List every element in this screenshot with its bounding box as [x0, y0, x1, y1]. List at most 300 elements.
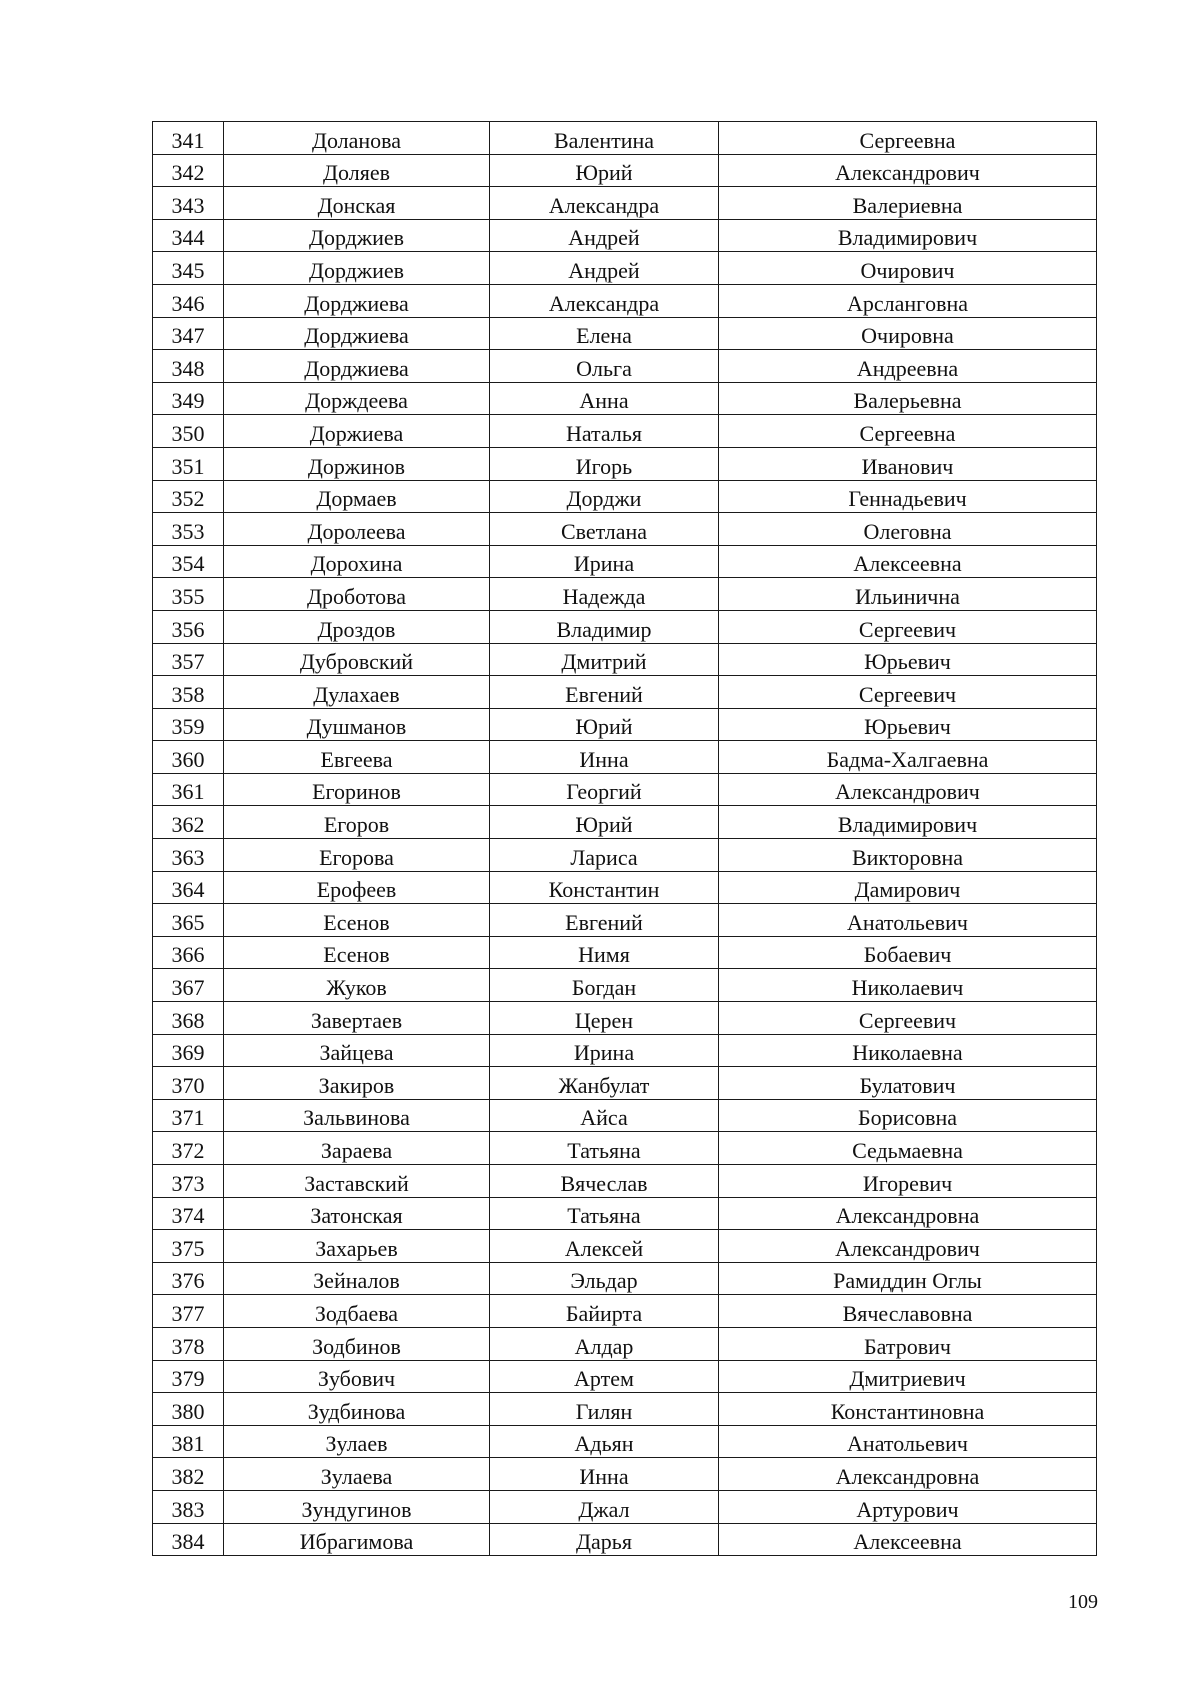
row-number-cell	[153, 1393, 224, 1426]
first-name-cell	[490, 1099, 719, 1132]
first-name-cell	[490, 1523, 719, 1556]
table-row	[153, 1067, 1097, 1100]
row-number-cell	[153, 1458, 224, 1491]
last-name-cell	[224, 1360, 490, 1393]
cell-text: Дорохина	[310, 551, 403, 577]
last-name-cell	[224, 350, 490, 383]
cell-text: Александровна	[835, 1203, 980, 1229]
cell-text: Седьмаевна	[852, 1138, 963, 1163]
cell-text: Дмитрий	[561, 649, 647, 675]
row-number-cell	[153, 382, 224, 415]
patronymic-cell	[719, 284, 1097, 317]
first-name-cell	[490, 187, 719, 220]
patronymic-cell	[719, 317, 1097, 350]
patronymic-cell	[719, 1295, 1097, 1328]
last-name-cell	[224, 1393, 490, 1426]
patronymic-cell	[719, 708, 1097, 741]
first-name-cell	[490, 708, 719, 741]
table-row	[153, 317, 1097, 350]
patronymic-cell	[719, 513, 1097, 546]
patronymic-cell	[719, 839, 1097, 872]
cell-text: Константиновна	[830, 1398, 985, 1424]
patronymic-cell	[719, 1067, 1097, 1100]
last-name-cell	[224, 513, 490, 546]
table-row	[153, 839, 1097, 872]
row-number-cell	[153, 1230, 224, 1263]
patronymic-cell	[719, 1327, 1097, 1360]
table-row	[153, 1034, 1097, 1067]
cell-text: Зайцева	[319, 1040, 394, 1066]
last-name-cell	[224, 1425, 490, 1458]
patronymic-cell	[719, 969, 1097, 1002]
cell-text: Анатольевич	[847, 909, 968, 935]
cell-text: 381	[171, 1431, 205, 1457]
cell-text: Сергеевич	[858, 1007, 957, 1033]
first-name-cell	[490, 773, 719, 806]
row-number-cell	[153, 317, 224, 350]
cell-text: 372	[171, 1138, 205, 1163]
last-name-cell	[224, 1165, 490, 1198]
patronymic-cell	[719, 1165, 1097, 1198]
patronymic-cell	[719, 480, 1097, 513]
cell-text: Вячеславовна	[842, 1300, 973, 1326]
cell-text: Булатович	[859, 1072, 956, 1098]
last-name-cell	[224, 969, 490, 1002]
cell-text: Алексей	[564, 1235, 644, 1261]
first-name-cell	[490, 1230, 719, 1263]
cell-text: Дарья	[576, 1529, 632, 1555]
cell-text: Есенов	[323, 942, 390, 968]
first-name-cell	[490, 122, 719, 155]
cell-text: 365	[171, 909, 205, 935]
row-number-cell	[153, 187, 224, 220]
cell-text: 351	[171, 453, 205, 479]
table-row	[153, 578, 1097, 611]
row-number-cell	[153, 480, 224, 513]
cell-text: Зодбаева	[314, 1300, 399, 1326]
table-row	[153, 1458, 1097, 1491]
cell-text: Инна	[579, 1463, 629, 1489]
cell-text: 353	[171, 518, 205, 544]
cell-text: Юрий	[575, 812, 633, 838]
first-name-cell	[490, 317, 719, 350]
first-name-cell	[490, 1490, 719, 1523]
cell-text: Ибрагимова	[299, 1529, 414, 1555]
cell-text: Дорджиева	[304, 323, 409, 349]
table-row	[153, 480, 1097, 513]
patronymic-cell	[719, 741, 1097, 774]
row-number-cell	[153, 447, 224, 480]
cell-text: Андрей	[568, 225, 640, 251]
cell-text: Вячеслав	[560, 1170, 648, 1196]
patronymic-cell	[719, 447, 1097, 480]
patronymic-cell	[719, 610, 1097, 643]
row-number-cell	[153, 643, 224, 676]
cell-text: Душманов	[306, 714, 407, 740]
cell-text: Владимир	[556, 616, 652, 642]
row-number-cell	[153, 252, 224, 285]
page-number: 109	[1068, 1591, 1098, 1613]
table-row	[153, 773, 1097, 806]
row-number-cell	[153, 773, 224, 806]
first-name-cell	[490, 806, 719, 839]
cell-text: 359	[171, 714, 205, 740]
cell-text: Валерьевна	[853, 388, 962, 414]
cell-text: Дорждеева	[305, 388, 408, 414]
cell-text: Дорджиев	[308, 225, 405, 251]
cell-text: 354	[171, 551, 205, 577]
table-row	[153, 1132, 1097, 1165]
patronymic-cell	[719, 382, 1097, 415]
patronymic-cell	[719, 1099, 1097, 1132]
cell-text: Сергеевна	[859, 420, 956, 446]
cell-text: 364	[171, 877, 205, 903]
table-row	[153, 1490, 1097, 1523]
last-name-cell	[224, 447, 490, 480]
first-name-cell	[490, 1393, 719, 1426]
patronymic-cell	[719, 904, 1097, 937]
table-row	[153, 154, 1097, 187]
patronymic-cell	[719, 806, 1097, 839]
cell-text: 371	[171, 1105, 205, 1131]
cell-text: Дмитриевич	[849, 1366, 966, 1392]
cell-text: Игоревич	[862, 1170, 953, 1196]
table-row	[153, 741, 1097, 774]
cell-text: Захарьев	[315, 1235, 398, 1261]
patronymic-cell	[719, 1230, 1097, 1263]
row-number-cell	[153, 219, 224, 252]
cell-text: Ерофеев	[316, 877, 397, 903]
patronymic-cell	[719, 936, 1097, 969]
cell-text: Артем	[574, 1366, 634, 1392]
cell-text: Дулахаев	[313, 681, 400, 707]
first-name-cell	[490, 219, 719, 252]
cell-text: 382	[171, 1463, 205, 1489]
patronymic-cell	[719, 122, 1097, 155]
cell-text: Зундугинов	[301, 1496, 412, 1522]
patronymic-cell	[719, 350, 1097, 383]
patronymic-cell	[719, 1425, 1097, 1458]
cell-text: 349	[171, 388, 205, 414]
patronymic-cell	[719, 415, 1097, 448]
last-name-cell	[224, 1099, 490, 1132]
cell-text: 375	[171, 1235, 205, 1261]
first-name-cell	[490, 610, 719, 643]
cell-text: Андрей	[568, 257, 640, 283]
row-number-cell	[153, 610, 224, 643]
cell-text: 357	[171, 649, 205, 675]
table-row	[153, 871, 1097, 904]
cell-text: Доржиева	[309, 420, 404, 446]
cell-text: Богдан	[571, 975, 637, 1001]
cell-text: Ирина	[573, 1040, 635, 1066]
patronymic-cell	[719, 1490, 1097, 1523]
cell-text: 374	[171, 1203, 205, 1229]
row-number-cell	[153, 904, 224, 937]
cell-text: Айса	[580, 1105, 628, 1131]
cell-text: 341	[171, 127, 205, 153]
row-number-cell	[153, 284, 224, 317]
cell-text: Зулаева	[320, 1463, 393, 1489]
cell-text: Лариса	[570, 844, 638, 870]
cell-text: Владимирович	[837, 812, 978, 838]
row-number-cell	[153, 969, 224, 1002]
last-name-cell	[224, 578, 490, 611]
table-row	[153, 1002, 1097, 1035]
cell-text: Жуков	[326, 975, 387, 1001]
first-name-cell	[490, 1197, 719, 1230]
table-row	[153, 447, 1097, 480]
row-number-cell	[153, 1295, 224, 1328]
cell-text: Ирина	[573, 551, 635, 577]
cell-text: 347	[171, 323, 205, 349]
cell-text: Андреевна	[856, 355, 959, 381]
first-name-cell	[490, 1295, 719, 1328]
first-name-cell	[490, 1360, 719, 1393]
first-name-cell	[490, 904, 719, 937]
first-name-cell	[490, 741, 719, 774]
cell-text: Евгений	[565, 681, 643, 707]
table-row	[153, 350, 1097, 383]
cell-text: 376	[171, 1268, 205, 1294]
table-row	[153, 252, 1097, 285]
cell-text: 369	[171, 1040, 205, 1066]
cell-text: Затонская	[310, 1203, 403, 1229]
names-table	[152, 121, 1097, 1556]
patronymic-cell	[719, 1197, 1097, 1230]
cell-text: Дроздов	[317, 616, 396, 642]
table-row	[153, 284, 1097, 317]
patronymic-cell	[719, 871, 1097, 904]
cell-text: 362	[171, 812, 205, 838]
last-name-cell	[224, 154, 490, 187]
names-table-body	[153, 122, 1097, 1556]
cell-text: 370	[171, 1072, 205, 1098]
cell-text: Сергеевна	[859, 127, 956, 153]
row-number-cell	[153, 1425, 224, 1458]
last-name-cell	[224, 708, 490, 741]
cell-text: Иванович	[861, 453, 954, 479]
last-name-cell	[224, 480, 490, 513]
table-row	[153, 969, 1097, 1002]
table-row	[153, 1165, 1097, 1198]
row-number-cell	[153, 1165, 224, 1198]
last-name-cell	[224, 382, 490, 415]
cell-text: Валериевна	[852, 192, 963, 218]
table-row	[153, 708, 1097, 741]
patronymic-cell	[719, 252, 1097, 285]
last-name-cell	[224, 806, 490, 839]
cell-text: Константин	[548, 877, 660, 903]
first-name-cell	[490, 936, 719, 969]
first-name-cell	[490, 1458, 719, 1491]
row-number-cell	[153, 806, 224, 839]
cell-text: Доролеева	[307, 518, 406, 544]
cell-text: Зальвинова	[303, 1105, 410, 1131]
last-name-cell	[224, 252, 490, 285]
last-name-cell	[224, 187, 490, 220]
cell-text: Олеговна	[863, 518, 952, 544]
cell-text: Геннадьевич	[848, 486, 967, 512]
patronymic-cell	[719, 1034, 1097, 1067]
table-row	[153, 1230, 1097, 1263]
patronymic-cell	[719, 1393, 1097, 1426]
table-row	[153, 513, 1097, 546]
cell-text: Батрович	[864, 1333, 951, 1359]
cell-text: Доланова	[311, 127, 402, 153]
last-name-cell	[224, 1002, 490, 1035]
row-number-cell	[153, 936, 224, 969]
first-name-cell	[490, 447, 719, 480]
cell-text: Юрий	[575, 160, 633, 186]
cell-text: 343	[171, 192, 205, 218]
cell-text: 350	[171, 420, 205, 446]
row-number-cell	[153, 122, 224, 155]
cell-text: Алексеевна	[853, 1529, 962, 1555]
cell-text: Юрьевич	[864, 649, 951, 675]
row-number-cell	[153, 676, 224, 709]
row-number-cell	[153, 1523, 224, 1556]
cell-text: 356	[171, 616, 205, 642]
last-name-cell	[224, 936, 490, 969]
table-row	[153, 610, 1097, 643]
cell-text: Зараева	[320, 1138, 393, 1163]
cell-text: Александрович	[835, 779, 980, 805]
cell-text: Дорджиева	[304, 290, 409, 316]
table-row	[153, 545, 1097, 578]
row-number-cell	[153, 1099, 224, 1132]
cell-text: 383	[171, 1496, 205, 1522]
row-number-cell	[153, 415, 224, 448]
table-row	[153, 1295, 1097, 1328]
cell-text: 378	[171, 1333, 205, 1359]
last-name-cell	[224, 773, 490, 806]
first-name-cell	[490, 480, 719, 513]
first-name-cell	[490, 382, 719, 415]
patronymic-cell	[719, 1360, 1097, 1393]
last-name-cell	[224, 610, 490, 643]
table-row	[153, 806, 1097, 839]
cell-text: 345	[171, 257, 205, 283]
last-name-cell	[224, 741, 490, 774]
cell-text: Юрьевич	[864, 714, 951, 740]
cell-text: Джал	[578, 1496, 630, 1522]
cell-text: Гилян	[575, 1398, 633, 1424]
row-number-cell	[153, 1002, 224, 1035]
cell-text: Зубович	[317, 1366, 396, 1392]
row-number-cell	[153, 154, 224, 187]
cell-text: Егорова	[319, 844, 394, 870]
last-name-cell	[224, 1295, 490, 1328]
last-name-cell	[224, 1327, 490, 1360]
first-name-cell	[490, 513, 719, 546]
row-number-cell	[153, 1197, 224, 1230]
table-row	[153, 219, 1097, 252]
cell-text: 379	[171, 1366, 205, 1392]
first-name-cell	[490, 676, 719, 709]
table-row	[153, 1327, 1097, 1360]
cell-text: Наталья	[565, 420, 643, 446]
cell-text: Татьяна	[567, 1203, 641, 1229]
cell-text: Александра	[548, 290, 660, 316]
cell-text: Дорджиев	[308, 257, 405, 283]
table-row	[153, 1425, 1097, 1458]
first-name-cell	[490, 839, 719, 872]
row-number-cell	[153, 1327, 224, 1360]
last-name-cell	[224, 1132, 490, 1165]
cell-text: Эльдар	[570, 1268, 638, 1294]
patronymic-cell	[719, 1132, 1097, 1165]
cell-text: 344	[171, 225, 205, 251]
cell-text: 373	[171, 1170, 205, 1196]
cell-text: Анна	[579, 388, 629, 414]
patronymic-cell	[719, 1002, 1097, 1035]
first-name-cell	[490, 1262, 719, 1295]
cell-text: Егоринов	[312, 779, 401, 805]
cell-text: Очирович	[860, 257, 955, 283]
cell-text: Байирта	[565, 1300, 643, 1326]
cell-text: Зейналов	[313, 1268, 400, 1294]
last-name-cell	[224, 1034, 490, 1067]
last-name-cell	[224, 1230, 490, 1263]
cell-text: Александровна	[835, 1463, 980, 1489]
row-number-cell	[153, 741, 224, 774]
cell-text: Закиров	[318, 1072, 395, 1098]
patronymic-cell	[719, 219, 1097, 252]
cell-text: Дроботова	[306, 583, 407, 609]
patronymic-cell	[719, 1262, 1097, 1295]
cell-text: Владимирович	[837, 225, 978, 251]
first-name-cell	[490, 154, 719, 187]
cell-text: Доржинов	[307, 453, 406, 479]
cell-text: Борисовна	[857, 1105, 958, 1131]
cell-text: Заставский	[304, 1170, 409, 1196]
cell-text: Очировна	[861, 323, 954, 349]
cell-text: Зулаев	[325, 1431, 388, 1457]
cell-text: Светлана	[560, 518, 648, 544]
cell-text: Адьян	[574, 1431, 634, 1457]
cell-text: Церен	[574, 1007, 634, 1033]
cell-text: Елена	[576, 323, 632, 349]
cell-text: 366	[171, 942, 205, 968]
last-name-cell	[224, 676, 490, 709]
first-name-cell	[490, 969, 719, 1002]
cell-text: Жанбулат	[558, 1072, 650, 1098]
cell-text: Сергеевич	[858, 681, 957, 707]
table-row	[153, 382, 1097, 415]
table-row	[153, 643, 1097, 676]
table-row	[153, 122, 1097, 155]
table-row	[153, 1262, 1097, 1295]
table-row	[153, 1099, 1097, 1132]
first-name-cell	[490, 1002, 719, 1035]
cell-text: 360	[171, 746, 205, 772]
cell-text: Александра	[548, 192, 660, 218]
last-name-cell	[224, 545, 490, 578]
cell-text: Юрий	[575, 714, 633, 740]
cell-text: Инна	[579, 746, 629, 772]
cell-text: Дамирович	[854, 877, 961, 903]
patronymic-cell	[719, 1458, 1097, 1491]
first-name-cell	[490, 1425, 719, 1458]
row-number-cell	[153, 1132, 224, 1165]
first-name-cell	[490, 643, 719, 676]
first-name-cell	[490, 1327, 719, 1360]
first-name-cell	[490, 578, 719, 611]
first-name-cell	[490, 350, 719, 383]
last-name-cell	[224, 904, 490, 937]
cell-text: Ольга	[576, 355, 632, 381]
